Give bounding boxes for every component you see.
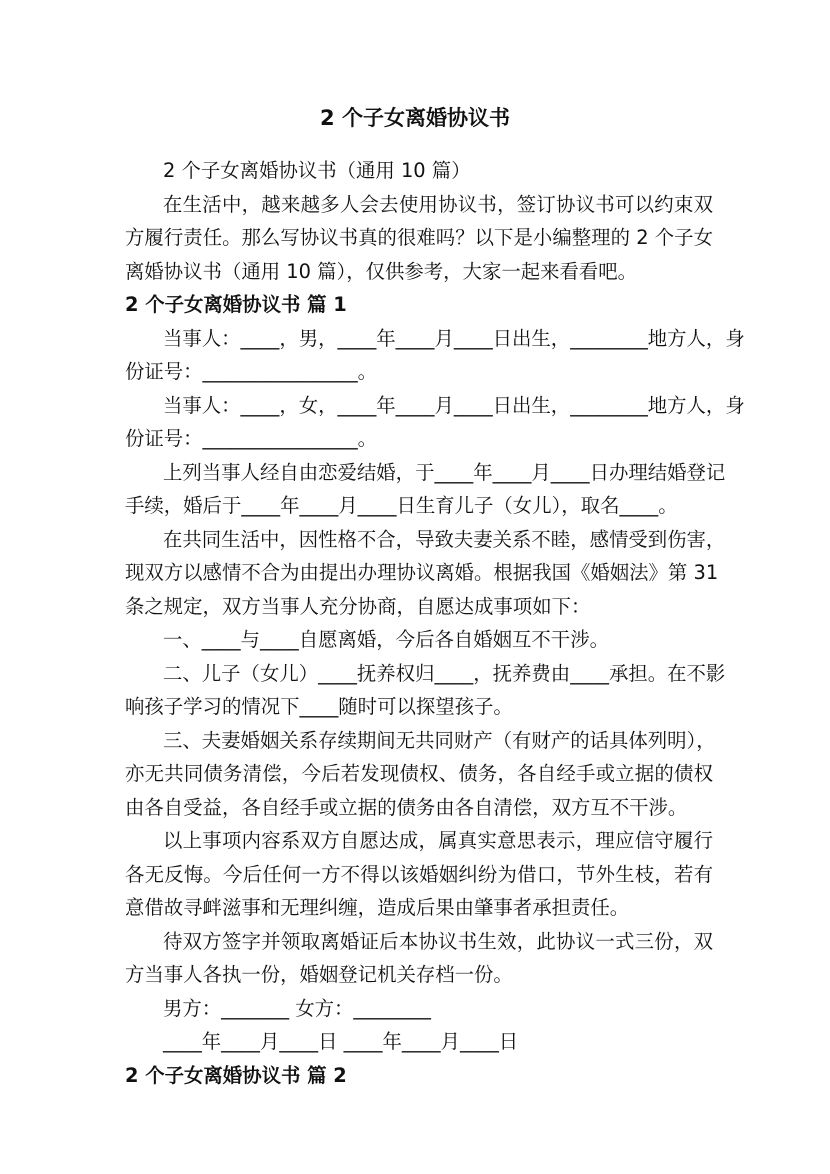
text-line: 亦无共同债务清偿，今后若发现债权、债务，各自经手或立据的债权 [125,762,713,785]
text-line: 当事人：____，女，____年____月____日出生，________地方人，身 [163,393,745,417]
paragraph [125,623,713,657]
paragraph [125,657,726,724]
paragraph [125,824,713,925]
text-line: 响孩子学习的情况下____随时可以探望孩子。 [125,695,513,718]
paragraph [125,523,726,624]
text-line: 离婚协议书（通用 10 篇），仅供参考，大家一起来看看吧。 [125,259,638,283]
text-line: 2 个子女离婚协议书（通用 10 篇） [163,159,471,182]
text-line: 在生活中，越来越多人会去使用协议书，签订协议书可以约束双 [163,192,713,216]
text-line: 方履行责任。那么写协议书真的很难吗？以下是小编整理的 2 个子女 [125,226,713,249]
text-line: 现双方以感情不合为由提出办理协议离婚。根据我国《婚姻法》第 31 [125,561,719,584]
paragraph [125,154,713,188]
text-line: 意借故寻衅滋事和无理纠缠，造成后果由肇事者承担责任。 [125,896,630,919]
document-title: 2 个子女离婚协议书 [320,106,510,130]
paragraph [125,992,713,1026]
paragraph [125,322,745,389]
text-line: 二、儿子（女儿）____抚养权归____，抚养费由____承担。在不影 [163,661,726,685]
text-line: 手续，婚后于____年____月____日生育儿子（女儿），取名____。 [125,494,678,517]
text-line: ____年____月____日 ____年____月____日 [163,1030,519,1053]
text-line: 一、____与____自愿离婚，今后各自婚姻互不干涉。 [163,628,609,651]
text-line: 当事人：____，男，____年____月____日出生，________地方人，身 [163,326,745,350]
paragraph [125,456,726,523]
text-line: 份证号：________________。 [125,360,378,383]
paragraph [125,389,745,456]
text-line: 在共同生活中，因性格不合，导致夫妻关系不睦，感情受到伤害， [163,527,726,551]
text-line: 2 个子女离婚协议书 篇 2 [125,1063,347,1087]
section-heading [125,1059,713,1093]
text-line: 份证号：________________。 [125,427,378,450]
text-line: 三、夫妻婚姻关系存续期间无共同财产（有财产的话具体列明）， [163,728,716,752]
text-line: 上列当事人经自由恋爱结婚，于____年____月____日办理结婚登记 [163,460,726,484]
text-line: 男方：_______ 女方：________ [163,996,431,1020]
text-line: 2 个子女离婚协议书 篇 1 [125,293,347,316]
text-line: 各无反悔。今后任何一方不得以该婚姻纠纷为借口，节外生枝，若有 [125,862,713,886]
text-line: 方当事人各执一份，婚姻登记机关存档一份。 [125,963,513,986]
text-line: 待双方签字并领取离婚证后本协议书生效，此协议一式三份，双 [163,929,713,953]
paragraph [125,724,716,825]
paragraph [125,188,713,289]
paragraph [125,925,713,992]
document-body [125,154,745,1092]
text-line: 由各自受益，各自经手或立据的债务由各自清偿，双方互不干涉。 [125,795,688,819]
paragraph [125,1025,713,1059]
text-line: 条之规定，双方当事人充分协商，自愿达成事项如下： [125,594,591,618]
section-heading [125,288,713,322]
text-line: 以上事项内容系双方自愿达成，属真实意思表示，理应信守履行 [163,829,713,852]
